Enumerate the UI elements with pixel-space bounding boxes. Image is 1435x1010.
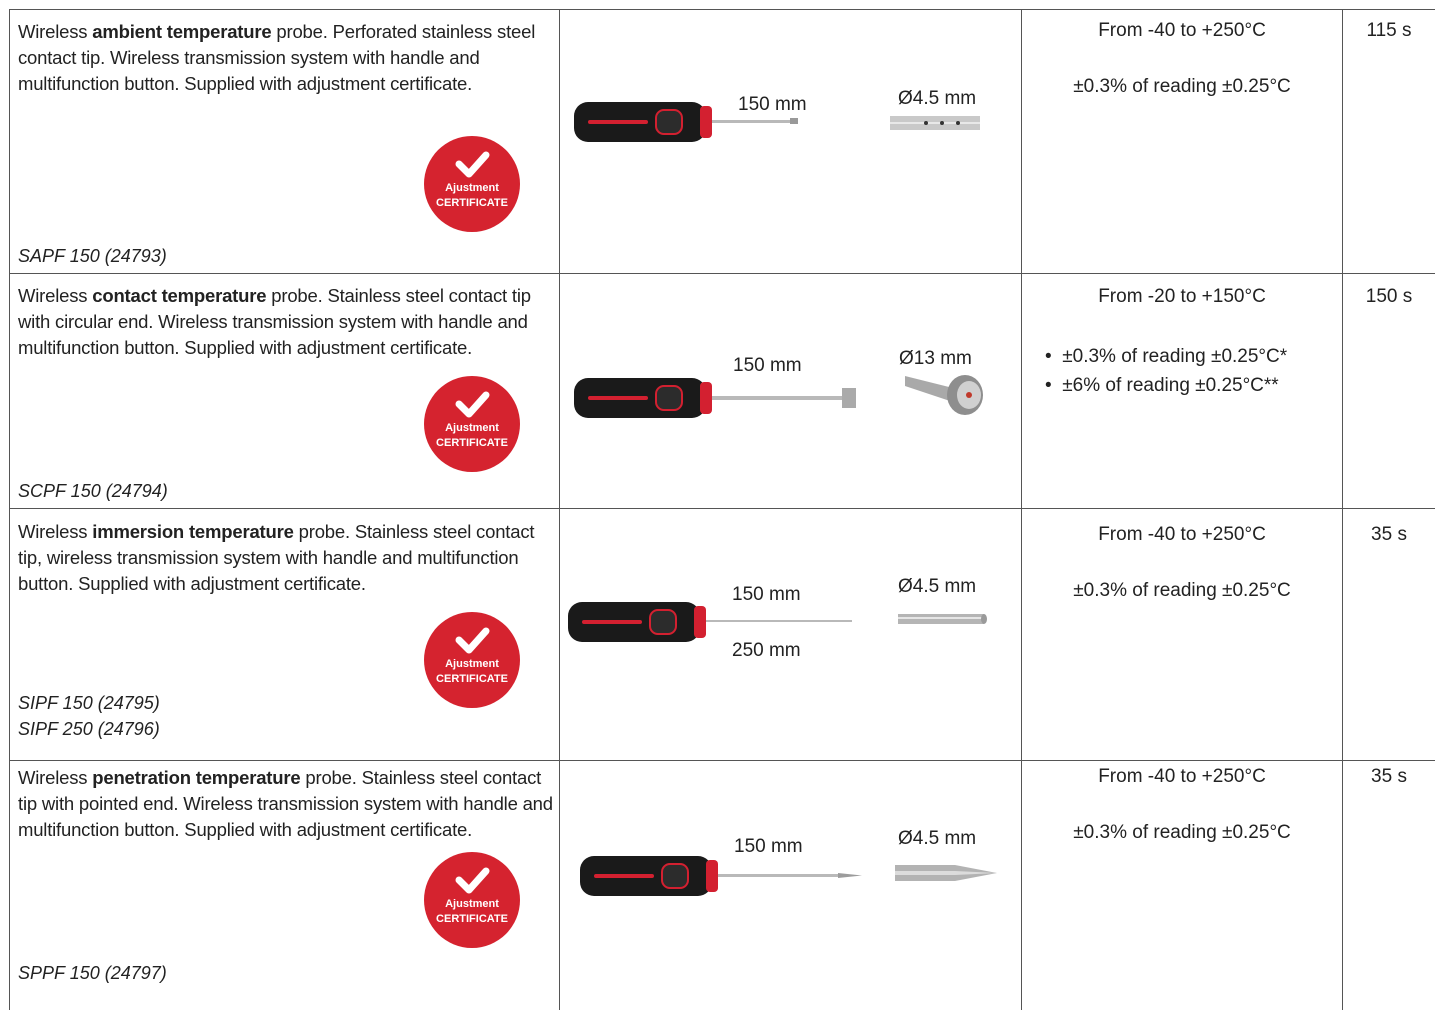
product-description: Wireless immersion temperature probe. Stainless steel contact tip, wireless transmission system with handle and multifunction button. Supplied with adjustment certificate. (18, 521, 535, 594)
product-code: SIPF 250 (24796) (18, 719, 160, 739)
probe-tip-image (895, 863, 999, 883)
probe-length: 150 mm (738, 94, 807, 115)
badge-label: Ajustment (445, 658, 499, 670)
product-code: SIPF 150 (24795) (18, 693, 160, 713)
probe-tip-image (890, 112, 984, 134)
product-code: SAPF 150 (24793) (18, 246, 167, 266)
probe-length: 150 mm (734, 836, 803, 857)
badge-label: CERTIFICATE (436, 437, 508, 449)
probe-image (574, 372, 874, 422)
badge-label: CERTIFICATE (436, 197, 508, 209)
probe-diameter: Ø13 mm (899, 348, 972, 369)
probe-type: immersion temperature (92, 521, 294, 542)
adjustment-certificate-badge (424, 852, 520, 948)
probe-length: 150 mm (733, 355, 802, 376)
accuracy-item: • ±0.3% of reading ±0.25°C* (1045, 346, 1288, 367)
accuracy: ±0.3% of reading ±0.25°C (1073, 580, 1291, 601)
probe-diameter: Ø4.5 mm (898, 88, 977, 109)
badge-label: Ajustment (445, 898, 499, 910)
adjustment-certificate-badge (424, 136, 520, 232)
product-description: Wireless contact temperature probe. Stainless steel contact tip with circular end. Wireless transmission system with handle and multifunction button. Supplied with adjustment certificate. (18, 285, 531, 358)
measurement-range: From -40 to +250°C (1098, 524, 1266, 545)
badge-label: Ajustment (445, 182, 499, 194)
response-time: 35 s (1371, 766, 1407, 787)
table-border-left (9, 9, 10, 1010)
product-description: Wireless ambient temperature probe. Perforated stainless steel contact tip. Wireless transmission system with handle and multifunction button. Supplied with adjustment certificate. (18, 21, 536, 94)
measurement-range: From -40 to +250°C (1098, 20, 1266, 41)
probe-image (580, 850, 870, 900)
measurement-range: From -20 to +150°C (1098, 286, 1266, 307)
adjustment-certificate-badge (424, 376, 520, 472)
probe-image (574, 96, 884, 146)
adjustment-certificate-badge (424, 612, 520, 708)
probe-type: penetration temperature (92, 767, 301, 788)
probe-length: 150 mm (732, 584, 801, 605)
product-code: SPPF 150 (24797) (18, 963, 167, 983)
measurement-range: From -40 to +250°C (1098, 766, 1266, 787)
accuracy: ±0.3% of reading ±0.25°C (1073, 822, 1291, 843)
response-time: 115 s (1366, 20, 1412, 41)
row-divider (9, 760, 1435, 761)
probe-type: ambient temperature (92, 21, 272, 42)
probe-tip-image (898, 612, 990, 626)
accuracy: ±0.3% of reading ±0.25°C (1073, 76, 1291, 97)
response-time: 35 s (1371, 524, 1407, 545)
column-divider (1021, 9, 1022, 1010)
row-divider (9, 273, 1435, 274)
column-divider (1342, 9, 1343, 1010)
probe-diameter: Ø4.5 mm (898, 828, 977, 849)
product-description: Wireless penetration temperature probe. Stainless steel contact tip with pointed end. Wireless transmission system with handle and multifunction button. Supplied with adjustment certificate. (18, 767, 553, 840)
probe-type: contact temperature (92, 285, 267, 306)
badge-label: CERTIFICATE (436, 913, 508, 925)
probe-length: 250 mm (732, 640, 801, 661)
column-divider (559, 9, 560, 1010)
probe-diameter: Ø4.5 mm (898, 576, 977, 597)
probe-tip-image (905, 370, 985, 420)
badge-label: CERTIFICATE (436, 673, 508, 685)
row-divider (9, 508, 1435, 509)
badge-label: Ajustment (445, 422, 499, 434)
row-divider (9, 9, 1435, 10)
product-code: SCPF 150 (24794) (18, 481, 168, 501)
response-time: 150 s (1365, 286, 1413, 307)
accuracy-item: • ±6% of reading ±0.25°C** (1045, 375, 1279, 396)
probe-image (568, 596, 858, 646)
